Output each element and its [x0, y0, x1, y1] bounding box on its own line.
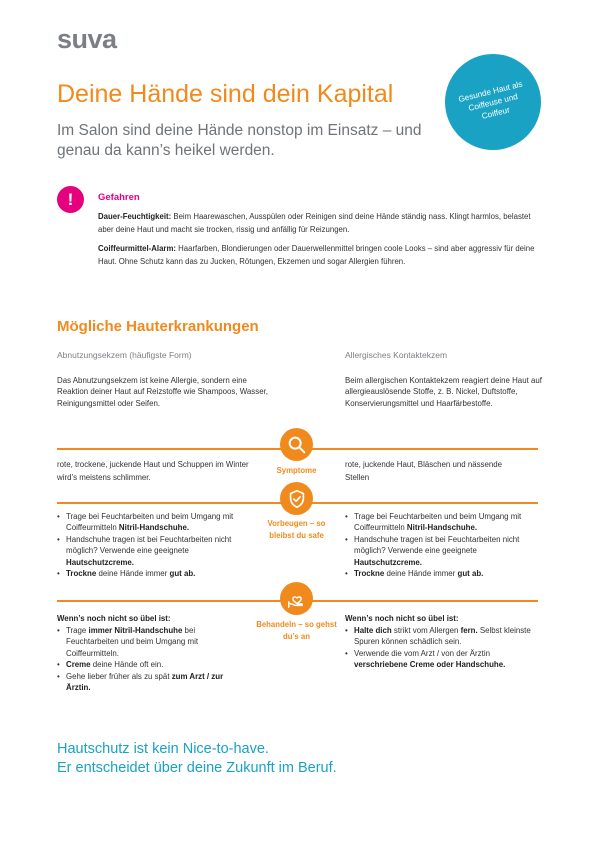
divider-left-3 — [57, 600, 283, 602]
right-treat-list — [345, 625, 540, 671]
label-symptoms: Symptome — [276, 466, 317, 475]
page-subtitle: Im Salon sind deine Hände nonstop im Einsatz – und genau da kann’s heikel werden. — [57, 122, 422, 159]
right-column-heading: Allergisches Kontaktekzem — [345, 350, 448, 360]
section-title: Mögliche Hauterkrankungen — [57, 318, 259, 335]
page-title: Deine Hände sind dein Kapital — [57, 80, 394, 108]
right-prevent-list — [345, 511, 540, 579]
list-item: • Handschuhe tragen ist bei Feuchtarbeiten nicht möglich? Verwende eine geeignete Hautschutzcreme. — [345, 534, 540, 568]
danger-text-moisture: Beim Haarewaschen, Ausspülen oder Reinigen sind deine Hände ständig nass. Klingt harmlos, belastet aber deine Haut und macht sie trocken, rissig und anfällig für Reizungen. — [98, 212, 531, 234]
list-item: • Handschuhe tragen ist bei Feuchtarbeiten nicht möglich? Verwende eine geeignete Hautschutzcreme. — [57, 534, 257, 568]
divider-left-2 — [57, 502, 283, 504]
divider-right-3 — [310, 600, 538, 602]
danger-title: Gefahren — [98, 192, 140, 203]
label-treat: Behandeln – so gehst du’s an — [256, 620, 337, 641]
right-symptoms: rote, juckende Haut, Bläschen und nässende Stellen — [345, 460, 503, 482]
danger-label-moisture: Dauer-Feuchtigkeit: — [98, 212, 172, 221]
left-symptoms: rote, trockene, juckende Haut und Schuppen im Winter wird’s meistens schlimmer. — [57, 460, 249, 482]
left-treat-list — [57, 625, 237, 693]
divider-right-2 — [310, 502, 538, 504]
divider-left-1 — [57, 448, 283, 450]
footer-line-1: Hautschutz ist kein Nice-to-have. — [57, 741, 269, 757]
shield-check-icon — [280, 482, 313, 515]
list-item: • Verwende die vom Arzt / von der Ärztin verschriebene Creme oder Handschuhe. — [345, 648, 540, 671]
danger-paragraph-chemicals — [98, 242, 548, 268]
heart-hand-icon — [280, 582, 313, 615]
list-item: • Halte dich strikt vom Allergen fern. Selbst kleinste Spuren können schädlich sein. — [345, 625, 540, 648]
list-item: • Trage bei Feuchtarbeiten und beim Umgang mit Coiffeurmitteln Nitril-Handschuhe. — [345, 511, 540, 534]
list-item: • Trage bei Feuchtarbeiten und beim Umgang mit Coiffeurmitteln Nitril-Handschuhe. — [57, 511, 257, 534]
list-item: • Trockne deine Hände immer gut ab. — [57, 568, 257, 579]
danger-label-chemicals: Coiffeurmittel-Alarm: — [98, 244, 176, 253]
magnifier-icon — [280, 428, 313, 461]
right-intro: Beim allergischen Kontaktekzem reagiert deine Haut auf allergieauslösende Stoffe, z. B. Nickel, Duftstoffe, Konservierungsmittel und Haarfärbestoffe. — [345, 376, 542, 408]
list-item: • Creme deine Hände oft ein. — [57, 659, 237, 670]
left-prevent-list — [57, 511, 257, 579]
suva-logo: suva — [57, 24, 117, 54]
danger-paragraph-moisture — [98, 210, 548, 236]
footer-line-2: Er entscheidet über deine Zukunft im Beruf. — [57, 760, 337, 776]
right-treat-heading: Wenn’s noch nicht so übel ist: — [345, 614, 459, 623]
divider-right-1 — [310, 448, 538, 450]
list-item: • Trage immer Nitril-Handschuhe bei Feuchtarbeiten und beim Umgang mit Coiffeurmitteln. — [57, 625, 237, 659]
left-intro: Das Abnutzungsekzem ist keine Allergie, sondern eine Reaktion deiner Haut auf Reizstoffe wie Shampoos, Wasser, Reinigungsmittel oder Seifen. — [57, 376, 268, 408]
danger-text-chemicals: Haarfarben, Blondierungen oder Dauerwellenmittel bringen coole Looks – sind aber aggressiv für deine Haut. Ohne Schutz kann das zu Jucken, Rötungen, Ekzemen und sogar Allergien führen. — [98, 244, 535, 266]
left-treat-heading: Wenn’s noch nicht so übel ist: — [57, 614, 171, 623]
topic-badge — [445, 54, 541, 150]
left-column-heading: Abnutzungsekzem (häufigste Form) — [57, 350, 192, 360]
exclamation-icon: ! — [57, 186, 84, 213]
list-item: • Gehe lieber früher als zu spät zum Arzt / zur Ärztin. — [57, 671, 237, 694]
badge-text: Gesunde Haut als Coiffeuse und Coiffeur — [457, 79, 524, 121]
list-item: • Trockne deine Hände immer gut ab. — [345, 568, 540, 579]
label-prevent: Vorbeugen – so bleibst du safe — [267, 519, 326, 540]
footer-claim — [57, 740, 337, 778]
